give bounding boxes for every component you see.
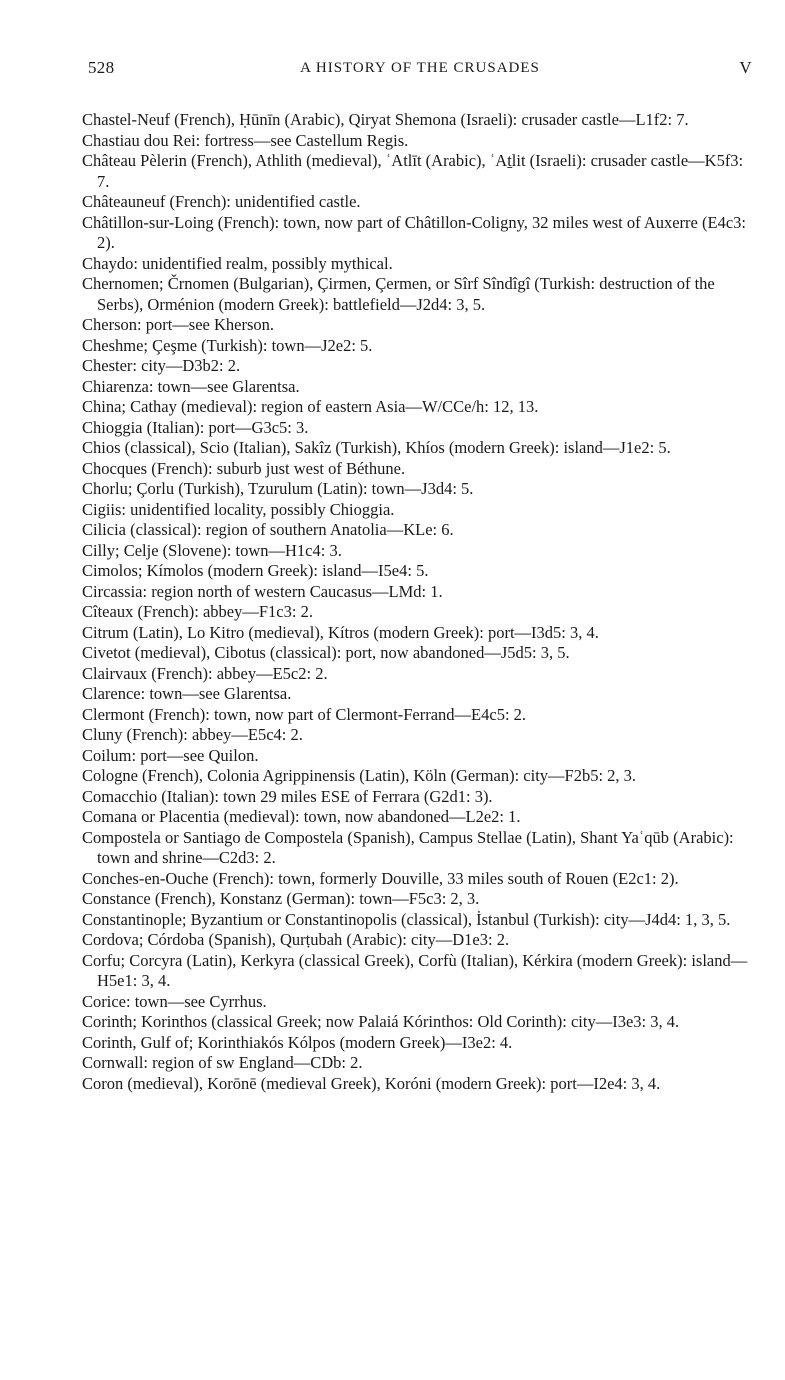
gazetteer-entry: Constantinople; Byzantium or Constantinopolis (classical), İstanbul (Turkish): city—J4d4: 1, 3, 5.	[82, 909, 731, 929]
gazetteer-entry: Cilicia (classical): region of southern Anatolia—KLe: 6.	[82, 520, 454, 539]
gazetteer-entry: Coilum: port—see Quilon.	[82, 745, 259, 765]
running-title: A HISTORY OF THE CRUSADES	[300, 60, 540, 76]
gazetteer-entry: Cilly; Celje (Slovene): town—H1c4: 3.	[82, 540, 342, 560]
gazetteer-entry: Compostela or Santiago de Compostela (Spanish), Campus Stellae (Latin), Shant Yaʿqūb (Arabic): town and shrine—C2d3: 2.	[82, 827, 734, 867]
gazetteer-entry: Constance (French), Konstanz (German): town—F5c3: 2, 3.	[82, 889, 480, 908]
gazetteer-entry: Corice: town—see Cyrrhus.	[82, 991, 267, 1011]
gazetteer-entries	[82, 110, 752, 1094]
gazetteer-entry: Clermont (French): town, now part of Clermont-Ferrand—E4c5: 2.	[82, 704, 527, 724]
gazetteer-entry: Chaydo: unidentified realm, possibly mythical.	[82, 253, 393, 273]
gazetteer-entry: Châteauneuf (French): unidentified castle.	[82, 192, 361, 211]
page-number: 528	[88, 58, 115, 77]
gazetteer-entry: Corfu; Corcyra (Latin), Kerkyra (classical Greek), Corfù (Italian), Kérkira (modern Greek): island—H5e1: 3, 4.	[82, 950, 748, 990]
gazetteer-entry: Chastiau dou Rei: fortress—see Castellum Regis.	[82, 130, 409, 150]
gazetteer-entry: Chernomen; Črnomen (Bulgarian), Çirmen, Çermen, or Sîrf Sîndîgî (Turkish: destruction of the Serbs), Orménion (modern Greek): battlefield—J2d4: 3, 5.	[82, 274, 715, 314]
gazetteer-entry: Conches-en-Ouche (French): town, formerly Douville, 33 miles south of Rouen (E2c1: 2).	[82, 868, 679, 888]
gazetteer-entry: Chastel-Neuf (French), Ḥūnīn (Arabic), Qiryat Shemona (Israeli): crusader castle—L1f2: 7.	[82, 110, 689, 129]
gazetteer-entry: Circassia: region north of western Caucasus—LMd: 1.	[82, 581, 443, 601]
gazetteer-entry: Clairvaux (French): abbey—E5c2: 2.	[82, 663, 328, 683]
gazetteer-entry: Comacchio (Italian): town 29 miles ESE of Ferrara (G2d1: 3).	[82, 786, 493, 806]
running-head	[88, 58, 752, 84]
gazetteer-entry: Cluny (French): abbey—E5c4: 2.	[82, 725, 303, 744]
gazetteer-entry: Comana or Placentia (medieval): town, now abandoned—L2e2: 1.	[82, 807, 521, 826]
gazetteer-entry: Civetot (medieval), Cibotus (classical): port, now abandoned—J5d5: 3, 5.	[82, 643, 570, 662]
gazetteer-entry: Coron (medieval), Korōnē (medieval Greek), Koróni (modern Greek): port—I2e4: 3, 4.	[82, 1073, 661, 1093]
gazetteer-entry: Chioggia (Italian): port—G3c5: 3.	[82, 417, 309, 437]
gazetteer-entry: Château Pèlerin (French), Athlith (medieval), ʿAtlīt (Arabic), ʿAṯlit (Israeli): crusader castle—K5f3: 7.	[82, 151, 744, 191]
gazetteer-entry: Cheshme; Çeşme (Turkish): town—J2e2: 5.	[82, 335, 373, 355]
gazetteer-entry: Chiarenza: town—see Glarentsa.	[82, 376, 300, 396]
gazetteer-entry: Corinth, Gulf of; Korinthiakós Kólpos (modern Greek)—I3e2: 4.	[82, 1032, 513, 1052]
gazetteer-entry: Cimolos; Kímolos (modern Greek): island—I5e4: 5.	[82, 561, 429, 580]
gazetteer-entry: Chios (classical), Scio (Italian), Sakîz (Turkish), Khíos (modern Greek): island—J1e2: 5.	[82, 438, 671, 457]
gazetteer-entry: Chocques (French): suburb just west of Béthune.	[82, 458, 406, 478]
gazetteer-entry: Cordova; Córdoba (Spanish), Qurṭubah (Arabic): city—D1e3: 2.	[82, 930, 510, 949]
gazetteer-entry: Châtillon-sur-Loing (French): town, now part of Châtillon-Coligny, 32 miles west of Auxerre (E4c3: 2).	[82, 212, 746, 252]
gazetteer-entry: China; Cathay (medieval): region of eastern Asia—W/CCe/h: 12, 13.	[82, 397, 539, 416]
gazetteer-entry: Citrum (Latin), Lo Kitro (medieval), Kítros (modern Greek): port—I3d5: 3, 4.	[82, 622, 599, 642]
gazetteer-entry: Clarence: town—see Glarentsa.	[82, 684, 292, 703]
gazetteer-entry: Cigiis: unidentified locality, possibly Chioggia.	[82, 499, 395, 519]
volume-number: V	[739, 58, 752, 77]
gazetteer-entry: Cîteaux (French): abbey—F1c3: 2.	[82, 602, 313, 621]
gazetteer-entry: Cherson: port—see Kherson.	[82, 315, 275, 334]
gazetteer-entry: Cologne (French), Colonia Agrippinensis (Latin), Köln (German): city—F2b5: 2, 3.	[82, 766, 637, 785]
gazetteer-entry: Cornwall: region of sw England—CDb: 2.	[82, 1053, 363, 1072]
gazetteer-entry: Corinth; Korinthos (classical Greek; now Palaiá Kórinthos: Old Corinth): city—I3e3: 3, 4.	[82, 1012, 680, 1031]
gazetteer-entry: Chester: city—D3b2: 2.	[82, 356, 241, 375]
gazetteer-entry: Chorlu; Çorlu (Turkish), Tzurulum (Latin): town—J3d4: 5.	[82, 479, 474, 498]
